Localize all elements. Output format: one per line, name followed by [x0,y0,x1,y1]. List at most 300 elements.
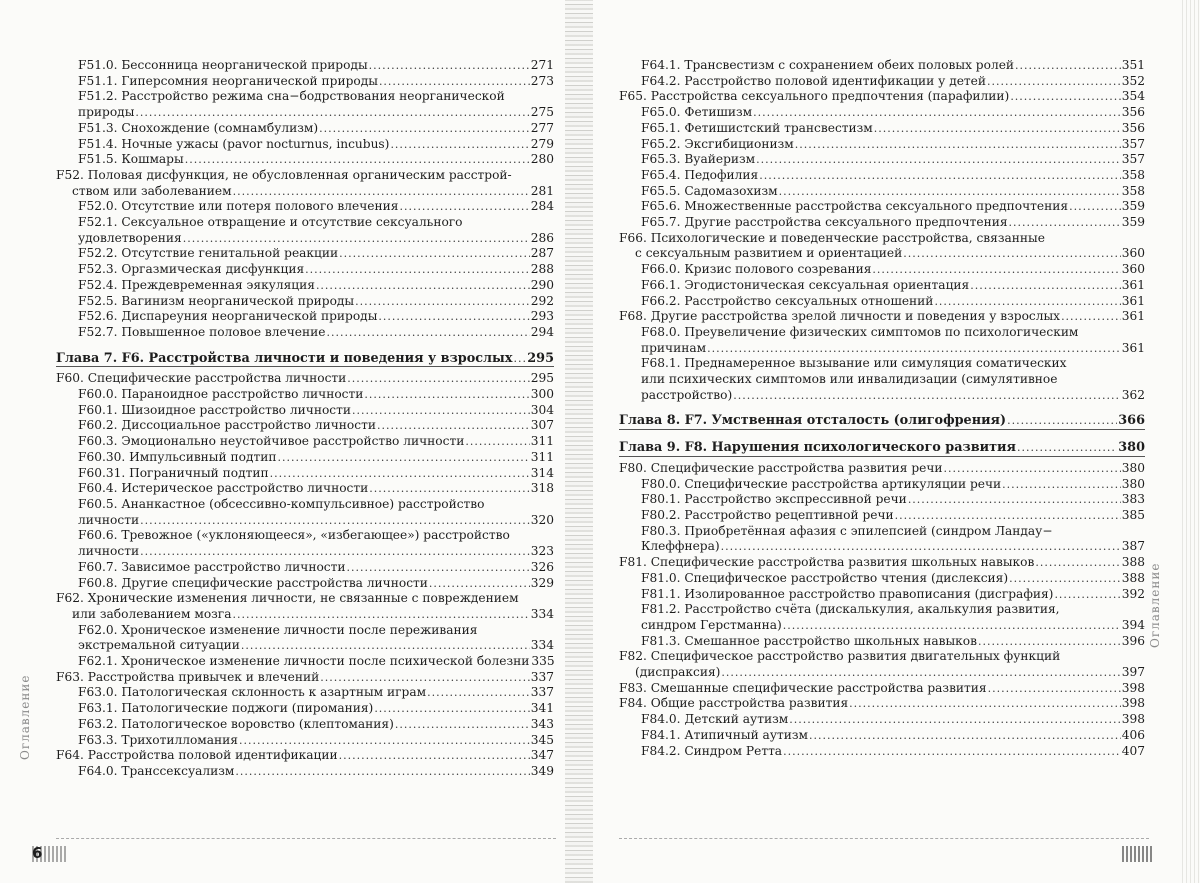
toc-entry-title-line: F52.6. Диспареуния неорганической природы [78,309,378,324]
toc-entry[interactable] [56,121,554,137]
toc-entry-title-line: удовлетворения [78,230,182,245]
toc-entry[interactable] [56,74,554,90]
toc-entry[interactable] [619,744,1145,760]
toc-entry[interactable] [619,89,1145,105]
toc-entry-title-line: F65.2. Эксгибиционизм [641,136,794,151]
toc-entry-title-line: F64.2. Расстройство половой идентификации у детей [641,73,987,88]
right-page [593,0,1182,883]
toc-entry[interactable] [619,74,1145,90]
toc-page-number: 357 [1121,136,1145,151]
toc-entry-title-line: F60.6. Тревожное («уклоняющееся», «избегающее») расстройство [78,528,510,543]
running-head-label: Оглавление [18,674,32,760]
leader-dots [379,74,530,90]
toc-page-number: 311 [530,434,554,449]
toc-entry-title-line: F51.2. Расстройство режима сна−бодрствования неорганической [78,89,505,104]
toc-entry[interactable] [619,602,1145,633]
leader-dots [759,168,1120,184]
toc-entry[interactable] [56,764,554,780]
toc-entry-title-line: F66. Психологические и поведенческие расстройства, связанные [619,230,1045,245]
leader-dots [783,618,1121,634]
toc-entry-title-line: F81. Специфические расстройства развития школьных навыков [619,555,1035,570]
leader-dots [135,105,529,121]
toc-entry-title-line: F52. Половая дисфункция, не обусловленная органическим расстрой- [56,167,512,182]
toc-page-number: 366 [1118,413,1145,429]
leader-dots [795,137,1121,153]
leader-dots [465,434,529,450]
toc-page-number: 358 [1121,167,1145,182]
toc-entry[interactable] [56,89,554,120]
toc-entry-title-line: F64.1. Трансвестизм с сохранением обеих половых ролей [641,58,1015,72]
toc-page-number: 292 [530,293,554,308]
toc-entry[interactable] [56,466,554,482]
leader-dots [339,246,530,262]
toc-chapter-heading[interactable] [619,440,1145,457]
toc-entry[interactable] [56,199,554,215]
toc-page-number: 295 [530,371,554,386]
toc-entry-title-line: F68.0. Преувеличение физических симптомов по психологическим [641,324,1079,339]
toc-page-number: 279 [530,136,554,151]
leader-dots [346,560,529,576]
leader-dots [233,184,530,200]
toc-entry-title-line: F51.1. Гиперсомния неорганической природы [78,73,378,88]
page-number: 6 [32,844,43,862]
leader-dots [756,152,1121,168]
toc-page-number: 300 [530,387,554,402]
toc-entry-title-line: F60.4. Истерическое расстройство личности [78,481,369,496]
leader-dots [235,764,529,780]
toc-page-number: 295 [527,350,554,366]
leader-dots [1009,215,1121,231]
leader-dots [903,246,1121,262]
toc-entry-title-line: F60.1. Шизоидное расстройство личности [78,402,351,417]
toc-entry-title-line: F68.1. Преднамеренное вызывание или симуляция соматических [641,356,1067,371]
leader-dots [1017,440,1117,456]
toc-entry[interactable] [56,137,554,153]
toc-page-number: 356 [1121,120,1145,135]
toc-entry-title-line: F63.1. Патологические поджоги (пиромания) [78,701,374,716]
toc-entry[interactable] [619,587,1145,603]
leader-dots [1010,89,1120,105]
toc-entry[interactable] [619,524,1145,555]
toc-entry-title-line: F63.2. Патологическое воровство (клептомания) [78,716,394,731]
toc-entry-title-line: экстремальной ситуации [78,638,240,653]
toc-entry-title-line: F62.0. Хроническое изменение личности после переживания [78,622,478,637]
toc-page-number: 281 [530,183,554,198]
toc-page-number: 347 [530,748,554,763]
left-page [0,0,565,883]
toc-entry[interactable] [56,418,554,434]
toc-chapter-heading[interactable] [619,413,1145,430]
leader-dots [849,696,1121,712]
toc-page-number: 388 [1121,555,1145,570]
toc-entry-title-line: F80. Специфические расстройства развития речи [619,460,943,475]
toc-page-number: 287 [530,246,554,261]
running-head-label: Оглавление [1148,562,1162,648]
toc-entry-title-line: F65.1. Фетишистский трансвестизм [641,120,873,135]
toc-entry[interactable] [619,681,1145,697]
toc-entry-title-line: F83. Смешанные специфические расстройства развития [619,680,987,695]
leader-dots [364,387,529,403]
toc-entry-title-line: F81.3. Смешанное расстройство школьных навыков [641,633,977,648]
toc-page-number: 326 [530,559,554,574]
leader-dots [399,199,529,215]
toc-entry[interactable] [56,497,554,528]
toc-entry-title-line: F60.3. Эмоционально неустойчивое расстройство личности [78,434,465,449]
toc-entry[interactable] [619,508,1145,524]
toc-entry-title-line: F60.2. Диссоциальное расстройство личности [78,418,376,433]
toc-entry[interactable] [56,748,554,764]
toc-page-number: 284 [530,199,554,214]
toc-page-number: 356 [1121,105,1145,120]
toc-entry-title-line: F52.3. Оргазмическая дисфункция [78,262,305,277]
toc-page-number: 334 [530,606,554,621]
toc-entry[interactable] [619,215,1145,231]
toc-entry-title-line: личности [78,512,140,527]
toc-entry-title-line: F65.5. Садомазохизм [641,183,778,198]
toc-entry[interactable] [619,199,1145,215]
chapter-rule [619,456,1145,457]
toc-entry-title-line: расстройство) [641,387,733,402]
toc-entry-title-line: F84.2. Синдром Ретта [641,743,783,758]
toc-entry[interactable] [56,528,554,559]
toc-entry[interactable] [56,717,554,733]
leader-dots [377,418,530,434]
toc-entry[interactable] [56,560,554,576]
toc-page-number: 343 [530,716,554,731]
toc-page-number: 275 [530,105,554,120]
toc-entry[interactable] [619,492,1145,508]
toc-entry[interactable] [56,701,554,717]
toc-entry[interactable] [619,168,1145,184]
leader-dots [978,634,1121,650]
leader-dots [270,466,530,482]
toc-entry[interactable] [56,309,554,325]
toc-entry[interactable] [619,58,1145,74]
toc-page-number: 394 [1121,617,1145,632]
leader-dots [395,717,530,733]
toc-page-number: 349 [530,763,554,778]
toc-entry-title-line: F84.1. Атипичный аутизм [641,727,808,742]
leader-dots [277,450,529,466]
toc-entry-title-line: F60.5. Ананкастное (обсессивно-компульсивное) расстройство [78,496,485,511]
toc-entry[interactable] [56,278,554,294]
toc-entry[interactable] [56,387,554,403]
leader-dots [789,712,1121,728]
toc-entry[interactable] [56,152,554,168]
toc-entry-title-line: (диспраксия) [635,665,721,680]
toc-page-number: 280 [530,152,554,167]
leader-dots [1061,309,1121,325]
toc-page-number: 406 [1121,727,1145,742]
toc-page-number: 277 [530,120,554,135]
toc-entry[interactable] [619,634,1145,650]
toc-entry-title-line: F51.4. Ночные ужасы (pavor nocturnus, incubus) [78,136,390,151]
toc-page-number: 392 [1121,586,1145,601]
leader-dots [783,744,1121,760]
leader-dots [733,388,1120,404]
toc-entry-title-line: F80.3. Приобретённая афазия с эпилепсией (синдром Ландау− [641,523,1053,538]
toc-page-number: 286 [530,230,554,245]
toc-page-number: 380 [1121,476,1145,491]
toc-entry-title-line: F60.8. Другие специфические расстройства личности [78,575,428,590]
toc-entry[interactable] [619,231,1145,262]
toc-page-number: 362 [1121,387,1145,402]
toc-page-number: 323 [530,544,554,559]
toc-entry-title-line: F60.0. Параноидное расстройство личности [78,387,364,402]
page-edge [1182,0,1200,883]
toc-entry-title-line: F84.0. Детский аутизм [641,712,789,727]
leader-dots [944,461,1121,477]
toc-entry-title-line: F52.2. Отсутствие генитальной реакции [78,246,339,261]
toc-entry[interactable] [619,461,1145,477]
toc-entry[interactable] [56,654,554,670]
leader-dots [987,74,1121,90]
toc-entry-title-line: F60.7. Зависимое расстройство личности [78,559,346,574]
toc-entry-title-line: F52.5. Вагинизм неорганической природы [78,293,355,308]
toc-page-number: 337 [530,685,554,700]
leader-dots [352,403,530,419]
leader-dots [339,748,530,764]
toc-page-number: 288 [530,262,554,277]
toc-page-number: 294 [530,324,554,339]
toc-entry-title-line: F60. Специфические расстройства личности [56,371,347,386]
toc-page-number: 359 [1121,199,1145,214]
toc-entry[interactable] [56,450,554,466]
toc-entry-title-line: F80.1. Расстройство экспрессивной речи [641,492,907,507]
toc-entry[interactable] [619,477,1145,493]
toc-entry-title-line: F65.4. Педофилия [641,167,759,182]
toc-entry[interactable] [619,294,1145,310]
leader-dots [1007,413,1117,429]
toc-page-number: 385 [1121,507,1145,522]
toc-page-number: 293 [530,309,554,324]
toc-entry[interactable] [56,403,554,419]
toc-page-number: 320 [530,512,554,527]
toc-entry-title-line: F65.3. Вуайеризм [641,152,756,167]
toc-entry-title-line: причинам [641,340,707,355]
leader-dots [427,685,530,701]
toc-entry-title-line: или заболеванием мозга [72,606,232,621]
toc-entry[interactable] [56,215,554,246]
toc-entry[interactable] [619,649,1145,680]
leader-dots [185,152,530,168]
toc-entry-title-line: F60.30. Импульсивный подтип [78,449,277,464]
toc-entry[interactable] [56,58,554,74]
leader-dots [241,638,530,654]
leader-dots [320,670,530,686]
toc-page-number: 335 [531,654,555,669]
toc-entry[interactable] [619,325,1145,356]
leader-dots [374,701,529,717]
toc-page-number: 345 [530,732,554,747]
leader-dots [140,544,530,560]
toc-entry-title-line: F64.0. Транссексуализм [78,763,235,778]
toc-entry[interactable] [56,294,554,310]
toc-entry[interactable] [56,246,554,262]
toc-entry[interactable] [56,371,554,387]
toc-page-number: 361 [1121,277,1145,292]
toc-entry-title-line: личности [78,544,140,559]
toc-entry-title-line: F80.2. Расстройство рецептивной речи [641,507,894,522]
toc-entry[interactable] [56,325,554,341]
toc-page-number: 387 [1121,539,1145,554]
toc-entry-title-line: F66.2. Расстройство сексуальных отношений [641,293,934,308]
toc-entry-title-line: или психических симптомов или инвалидизации (симулятивное [641,372,1058,387]
toc-entry[interactable] [619,121,1145,137]
leader-dots [970,278,1121,294]
toc-entry-title-line: F62.1. Хроническое изменение личности после психической болезни [78,654,530,669]
leader-dots [874,121,1121,137]
toc-entry-title-line: с сексуальным развитием и ориентацией [635,246,903,261]
leader-dots [140,513,530,529]
toc-entry-title-line: F65. Расстройства сексуального предпочтения (парафилии) [619,89,1010,104]
toc-entry-title-line: F51.3. Снохождение (сомнамбулизм) [78,120,319,135]
leader-dots [1009,571,1121,587]
toc-list-left [56,58,554,780]
toc-page-number: 407 [1121,743,1145,758]
toc-page-number: 360 [1121,246,1145,261]
toc-entry[interactable] [619,137,1145,153]
toc-entry-title-line: Глава 8. F7. Умственная отсталость (олигофрения) [619,413,1007,429]
toc-page-number: 329 [530,575,554,590]
toc-entry[interactable] [56,591,554,622]
toc-entry-title-line: F81.0. Специфическое расстройство чтения (дислексия) [641,570,1009,585]
leader-dots [753,105,1121,121]
toc-page-number: 380 [1118,440,1145,456]
toc-entry-title-line: F66.1. Эгодистоническая сексуальная ориентация [641,277,970,292]
toc-chapter-heading[interactable] [56,351,554,368]
toc-entry-title-line: F84. Общие расстройства развития [619,696,849,711]
chapter-rule [619,429,1145,430]
toc-entry-title-line: F52.4. Преждевременная эякуляция [78,277,315,292]
footer-rule [619,838,1149,839]
toc-entry-title-line: природы [78,105,135,120]
leader-dots [326,325,529,341]
toc-entry-title-line: F51.5. Кошмары [78,152,184,167]
toc-entry[interactable] [56,733,554,749]
leader-dots [355,294,530,310]
leader-dots [316,278,530,294]
toc-entry-title-line: F51.0. Бессонница неорганической природы [78,58,368,72]
toc-entry[interactable] [56,262,554,278]
toc-entry-title-line: Клеффнера) [641,539,720,554]
toc-entry[interactable] [619,152,1145,168]
toc-page-number: 318 [530,481,554,496]
leader-dots [305,262,530,278]
toc-page-number: 307 [530,418,554,433]
toc-entry-title-line: ством или заболеванием [72,183,232,198]
toc-entry-title-line: F80.0. Специфические расстройства артикуляции речи [641,476,1002,491]
toc-entry[interactable] [56,685,554,701]
leader-dots [721,539,1121,555]
toc-page-number: 361 [1121,293,1145,308]
toc-entry-title-line: F63. Расстройства привычек и влечений [56,669,320,684]
leader-dots [232,607,529,623]
leader-dots [378,309,529,325]
toc-page-number: 358 [1121,183,1145,198]
toc-entry[interactable] [56,670,554,686]
toc-page-number: 314 [530,465,554,480]
toc-entry-title-line: F68. Другие расстройства зрелой личности и поведения у взрослых [619,309,1061,324]
toc-entry[interactable] [56,481,554,497]
toc-entry-title-line: F52.0. Отсутствие или потеря полового влечения [78,199,399,214]
toc-page-number: 388 [1121,570,1145,585]
toc-page-number: 334 [530,638,554,653]
toc-page-number: 398 [1121,680,1145,695]
leader-dots [183,231,530,247]
leader-dots [721,665,1120,681]
toc-entry[interactable] [619,696,1145,712]
leader-dots [809,728,1121,744]
toc-entry[interactable] [619,571,1145,587]
toc-entry-title-line: Глава 7. F6. Расстройства личности и поведения у взрослых [56,350,513,366]
toc-entry-title-line: F64. Расстройства половой идентификации [56,748,338,763]
toc-page-number: 357 [1121,152,1145,167]
leader-dots [1054,587,1120,603]
toc-entry-title-line: F63.3. Трихотилломания [78,732,238,747]
toc-entry-title-line: F65.6. Множественные расстройства сексуального предпочтения [641,199,1069,214]
leader-dots [390,137,529,153]
toc-entry[interactable] [56,434,554,450]
leader-dots [872,262,1120,278]
toc-page-number: 337 [530,669,554,684]
toc-entry[interactable] [619,712,1145,728]
chapter-rule [56,366,554,367]
toc-entry[interactable] [619,728,1145,744]
leader-dots [1035,555,1120,571]
toc-page-number: 341 [530,701,554,716]
book-spine [565,0,593,883]
toc-page-number: 361 [1121,340,1145,355]
toc-page-number: 397 [1121,665,1145,680]
leader-dots [514,351,527,367]
footer-rule [56,838,556,839]
toc-entry-title-line: F52.7. Повышенное половое влечение [78,324,326,339]
toc-entry-title-line: Глава 9. F8. Нарушения психологического развития [619,440,1016,456]
leader-dots [908,492,1121,508]
toc-entry[interactable] [56,576,554,592]
toc-entry[interactable] [619,105,1145,121]
leader-dots [895,508,1121,524]
toc-page-number: 383 [1121,492,1145,507]
toc-entry[interactable] [619,356,1145,403]
toc-entry[interactable] [56,168,554,199]
toc-entry-title-line: синдром Герстманна) [641,617,782,632]
leader-dots [1015,58,1121,74]
toc-page-number: 311 [530,449,554,464]
toc-entry[interactable] [619,309,1145,325]
leader-dots [1002,477,1121,493]
leader-dots [1069,199,1121,215]
toc-entry[interactable] [56,623,554,654]
toc-page-number: 304 [530,402,554,417]
leader-dots [347,371,529,387]
toc-entry[interactable] [619,278,1145,294]
toc-page-number: 380 [1121,460,1145,475]
leader-dots [369,58,530,74]
leader-dots [239,733,530,749]
toc-entry[interactable] [619,262,1145,278]
leader-dots [934,294,1120,310]
toc-entry-title-line: F65.7. Другие расстройства сексуального предпочтения [641,215,1008,230]
toc-page-number: 271 [530,58,554,72]
toc-entry[interactable] [619,184,1145,200]
toc-entry[interactable] [619,555,1145,571]
leader-dots [779,184,1121,200]
toc-page-number: 396 [1121,633,1145,648]
toc-page-number: 360 [1121,262,1145,277]
toc-page-number: 398 [1121,696,1145,711]
